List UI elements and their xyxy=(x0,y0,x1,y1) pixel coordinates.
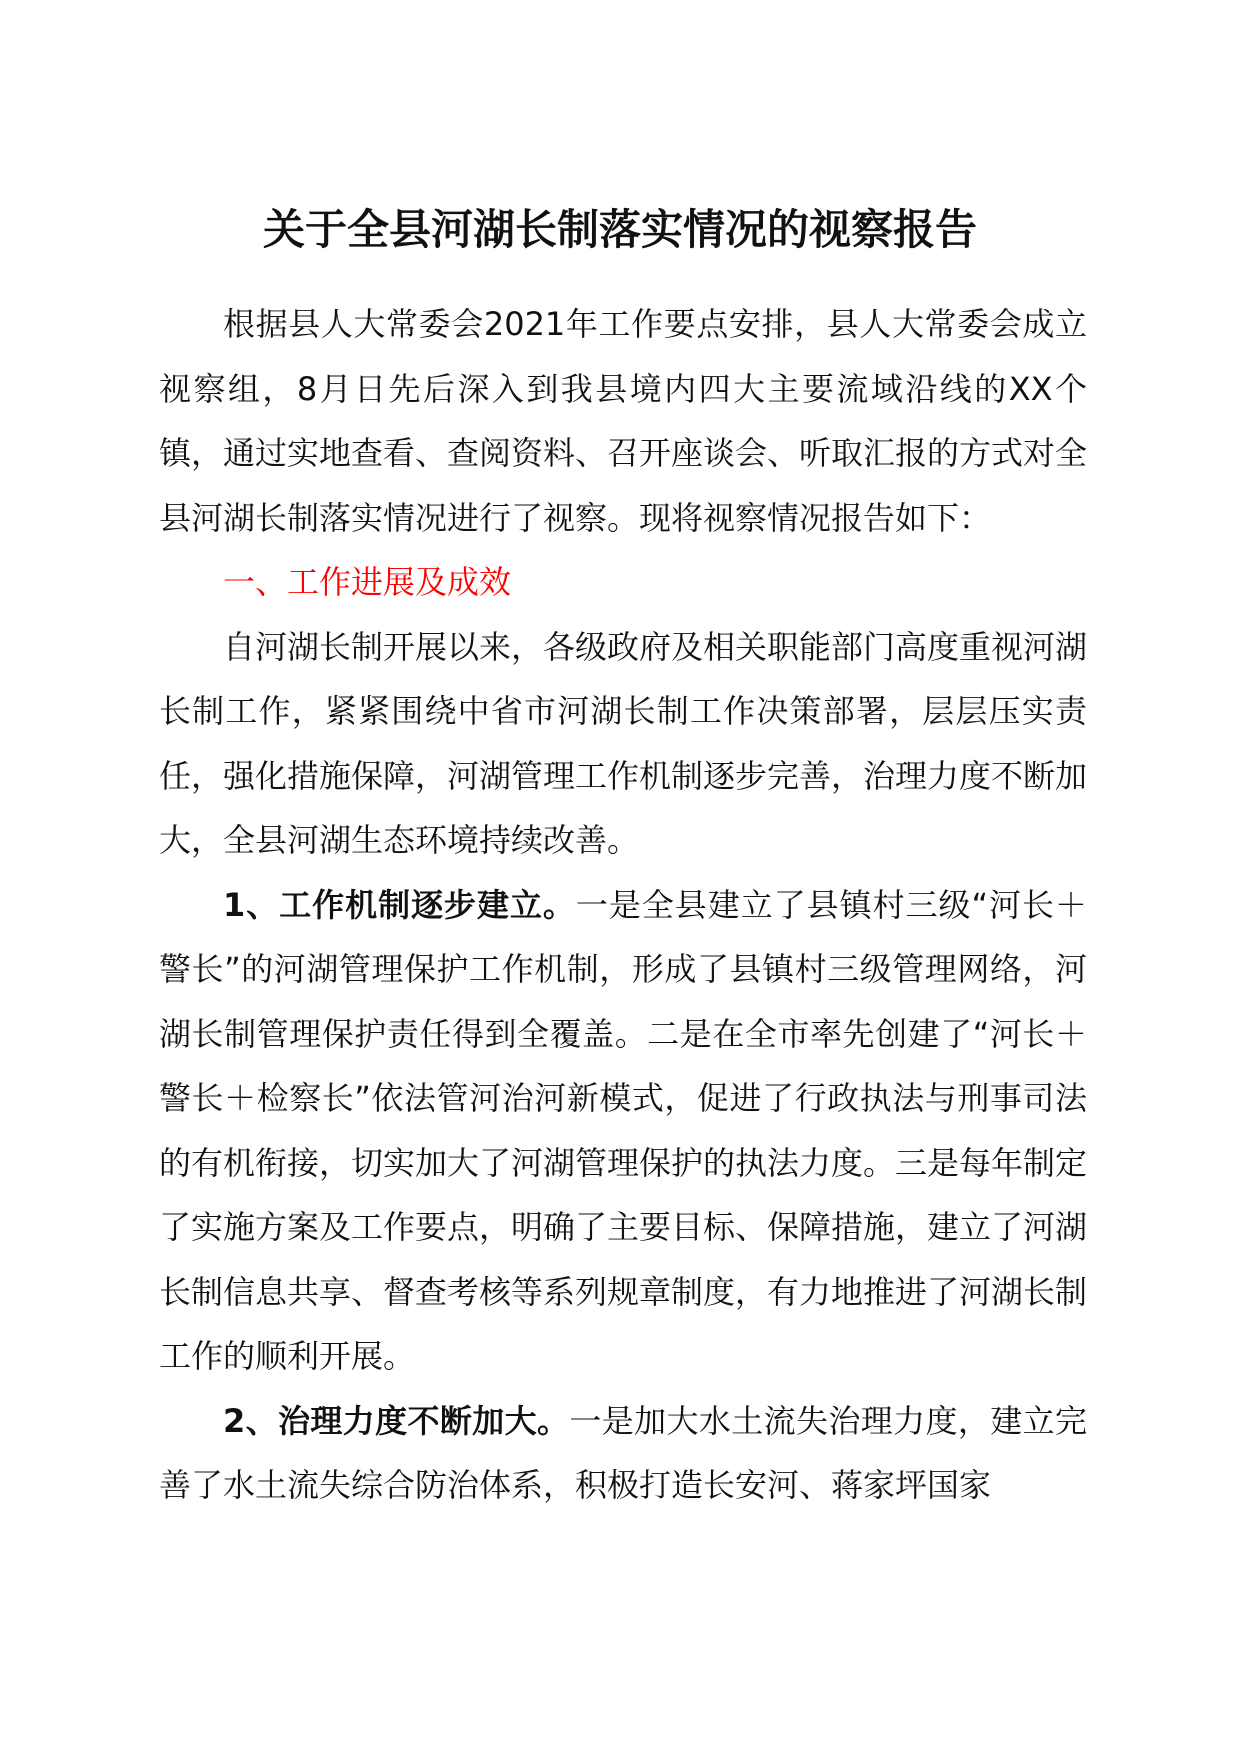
item-body-governance: 一是加大水土流失治理力度，建立完善了水土流失综合防治体系，积极打造长安河、蒋家坪国家 xyxy=(159,1401,1087,1504)
intro-paragraph: 根据县人大常委会2021年工作要点安排，县人大常委会成立视察组，8月日先后深入到我县境内四大主要流域沿线的XX个镇，通过实地查看、查阅资料、召开座谈会、听取汇报的方式对全县河湖长制落实情况进行了视察。现将视察情况报告如下： xyxy=(159,305,1088,537)
item-paragraph-mechanism xyxy=(159,873,1087,1389)
section-heading-progress: 一、工作进展及成效 xyxy=(223,563,512,601)
item-lead-governance: 2、治理力度不断加大。 xyxy=(223,1401,570,1440)
document-title: 关于全县河湖长制落实情况的视察报告 xyxy=(262,205,977,254)
document-body xyxy=(159,292,1087,1518)
item-body-mechanism: 一是全县建立了县镇村三级“河长＋警长”的河湖管理保护工作机制，形成了县镇村三级管理网络，河湖长制管理保护责任得到全覆盖。二是在全市率先创建了“河长＋警长＋检察长”依法管河治河新模式，促进了行政执法与刑事司法的有机衔接，切实加大了河湖管理保护的执法力度。三是每年制定了实施方案及工作要点，明确了主要目标、保障措施，建立了河湖长制信息共享、督查考核等系列规章制度，有力地推进了河湖长制工作的顺利开展。 xyxy=(159,885,1088,1375)
item-lead-mechanism: 1、工作机制逐步建立。 xyxy=(223,885,576,924)
section-intro-paragraph: 自河湖长制开展以来，各级政府及相关职能部门高度重视河湖长制工作，紧紧围绕中省市河湖长制工作决策部署，层层压实责任，强化措施保障，河湖管理工作机制逐步完善，治理力度不断加大，全县河湖生态环境持续改善。 xyxy=(159,627,1088,859)
item-paragraph-governance xyxy=(159,1389,1087,1518)
